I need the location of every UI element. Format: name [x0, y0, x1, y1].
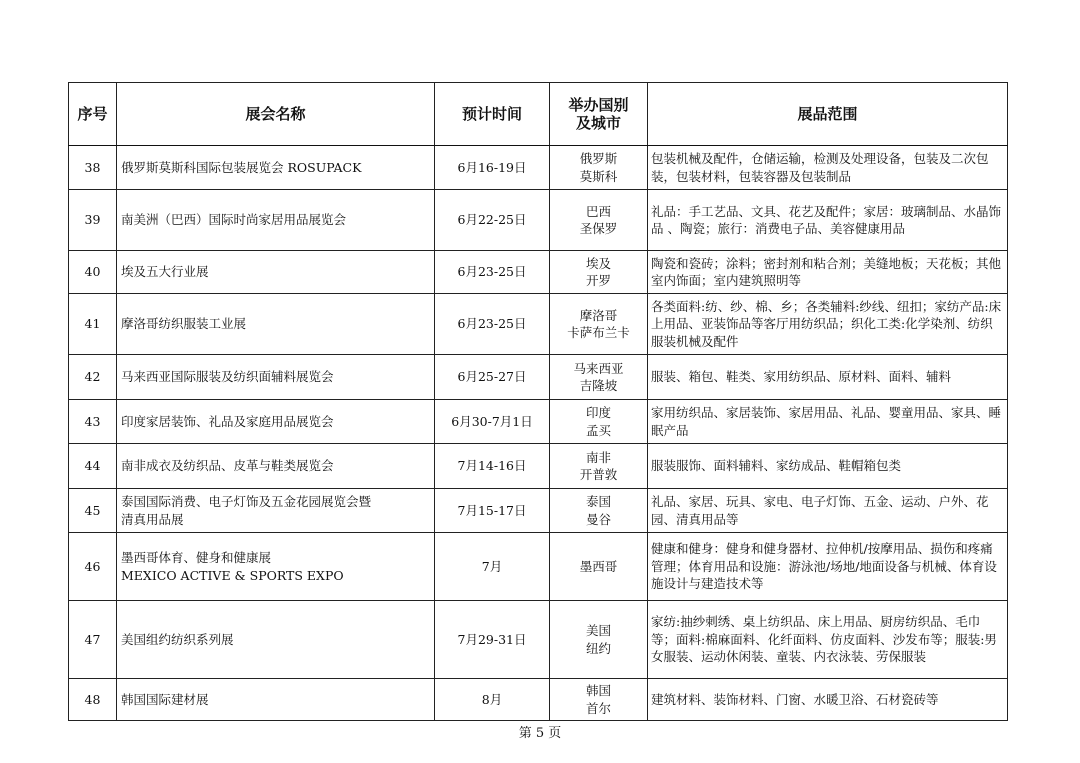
row-name-line: 清真用品展 — [121, 511, 184, 527]
row-no: 41 — [69, 294, 117, 355]
row-place — [550, 294, 648, 355]
row-time: 7月14-16日 — [435, 444, 550, 489]
header-scope: 展品范围 — [648, 83, 1008, 146]
table-row — [69, 489, 1008, 533]
header-place — [550, 83, 648, 146]
row-place — [550, 146, 648, 190]
row-no: 38 — [69, 146, 117, 190]
table-row — [69, 294, 1008, 355]
row-no: 42 — [69, 355, 117, 400]
row-name: 俄罗斯莫斯科国际包装展览会 ROSUPACK — [117, 146, 435, 190]
place-city: 吉隆坡 — [579, 378, 618, 393]
place-country: 美国 — [585, 623, 611, 638]
place-country: 摩洛哥 — [579, 307, 618, 323]
row-name — [117, 489, 435, 533]
row-name-line: 墨西哥体育、健身和健康展 — [121, 550, 272, 565]
row-time: 6月30-7月1日 — [435, 400, 550, 444]
row-place — [550, 679, 648, 721]
row-no: 43 — [69, 400, 117, 444]
row-no: 40 — [69, 251, 117, 294]
exhibition-table — [68, 82, 1008, 721]
row-name: 马来西亚国际服装及纺织面辅料展览会 — [117, 355, 435, 400]
place-country: 印度 — [585, 405, 611, 420]
row-place — [550, 251, 648, 294]
row-scope: 建筑材料、装饰材料、门窗、水暖卫浴、石材瓷砖等 — [648, 679, 1008, 721]
row-name: 韩国国际建材展 — [117, 679, 435, 721]
place-country: 韩国 — [585, 683, 611, 698]
row-no: 47 — [69, 601, 117, 679]
table-row — [69, 444, 1008, 489]
row-time: 6月23-25日 — [435, 251, 550, 294]
header-row — [69, 83, 1008, 146]
table-row — [69, 679, 1008, 721]
place-country: 泰国 — [585, 494, 611, 509]
row-scope: 服装、箱包、鞋类、家用纺织品、原材料、面料、辅料 — [648, 355, 1008, 400]
row-name-line: MEXICO ACTIVE & SPORTS EXPO — [121, 567, 344, 583]
place-country: 马来西亚 — [573, 360, 624, 376]
row-scope: 家纺:抽纱刺绣、桌上纺织品、床上用品、厨房纺织品、毛巾等；面料:棉麻面料、化纤面料、仿皮面料、沙发布等；服装:男女服装、运动休闲装、童装、内衣泳装、劳保服装 — [648, 601, 1008, 679]
place-city: 首尔 — [585, 700, 611, 716]
row-time: 8月 — [435, 679, 550, 721]
row-place — [550, 601, 648, 679]
row-no: 45 — [69, 489, 117, 533]
row-time: 7月29-31日 — [435, 601, 550, 679]
row-scope: 礼品、家居、玩具、家电、电子灯饰、五金、运动、户外、花园、清真用品等 — [648, 489, 1008, 533]
place-city: 圣保罗 — [579, 221, 618, 236]
place-city: 卡萨布兰卡 — [567, 325, 630, 340]
header-place-line2: 及城市 — [575, 114, 621, 132]
table-row — [69, 533, 1008, 601]
row-name: 埃及五大行业展 — [117, 251, 435, 294]
place-country: 埃及 — [585, 255, 611, 271]
table-row — [69, 251, 1008, 294]
table-row — [69, 400, 1008, 444]
row-place — [550, 400, 648, 444]
row-scope: 各类面料:纺、纱、棉、乡；各类辅料:纱线、纽扣；家纺产品:床上用品、亚装饰品等客厅用纺织品；织化工类:化学染剂、纺织服装机械及配件 — [648, 294, 1008, 355]
row-scope: 陶瓷和瓷砖；涂料；密封剂和粘合剂；美缝地板；天花板；其他室内饰面；室内建筑照明等 — [648, 251, 1008, 294]
row-time: 6月25-27日 — [435, 355, 550, 400]
place-city: 孟买 — [585, 422, 611, 438]
row-scope: 服装服饰、面料辅料、家纺成品、鞋帽箱包类 — [648, 444, 1008, 489]
row-scope: 礼品：手工艺品、文具、花艺及配件；家居：玻璃制品、水晶饰品 、陶瓷；旅行：消费电子品、美容健康用品 — [648, 190, 1008, 251]
row-scope: 家用纺织品、家居装饰、家居用品、礼品、婴童用品、家具、睡眠产品 — [648, 400, 1008, 444]
row-place — [550, 533, 648, 601]
row-name: 南美洲（巴西）国际时尚家居用品展览会 — [117, 190, 435, 251]
place-country: 南非 — [585, 449, 611, 465]
row-scope: 包装机械及配件，仓储运输，检测及处理设备，包装及二次包装，包装材料，包装容器及包装制品 — [648, 146, 1008, 190]
row-name: 印度家居装饰、礼品及家庭用品展览会 — [117, 400, 435, 444]
row-name — [117, 533, 435, 601]
table-row — [69, 190, 1008, 251]
table-row — [69, 601, 1008, 679]
header-name: 展会名称 — [117, 83, 435, 146]
place-city: 莫斯科 — [579, 168, 618, 184]
row-time: 6月16-19日 — [435, 146, 550, 190]
row-time: 7月 — [435, 533, 550, 601]
header-time: 预计时间 — [435, 83, 550, 146]
row-name: 美国组约纺织系列展 — [117, 601, 435, 679]
row-no: 39 — [69, 190, 117, 251]
row-no: 48 — [69, 679, 117, 721]
exhibition-table-page — [68, 82, 1007, 721]
place-country: 墨西哥 — [579, 558, 618, 574]
place-country: 巴西 — [585, 203, 611, 219]
header-no: 序号 — [69, 83, 117, 146]
row-time: 7月15-17日 — [435, 489, 550, 533]
row-place — [550, 489, 648, 533]
page-number: 第 5 页 — [518, 726, 562, 741]
table-row — [69, 146, 1008, 190]
table-row — [69, 355, 1008, 400]
row-name: 南非成衣及纺织品、皮革与鞋类展览会 — [117, 444, 435, 489]
header-place-line1: 举办国别 — [568, 96, 629, 114]
place-city: 曼谷 — [585, 511, 611, 527]
place-city: 纽约 — [585, 640, 611, 656]
row-place — [550, 190, 648, 251]
row-name: 摩洛哥纺织服装工业展 — [117, 294, 435, 355]
row-place — [550, 355, 648, 400]
row-place — [550, 444, 648, 489]
place-city: 开普敦 — [579, 467, 618, 482]
row-name-line: 泰国国际消费、电子灯饰及五金花园展览会暨 — [121, 494, 372, 509]
row-no: 46 — [69, 533, 117, 601]
row-time: 6月22-25日 — [435, 190, 550, 251]
row-no: 44 — [69, 444, 117, 489]
row-time: 6月23-25日 — [435, 294, 550, 355]
place-country: 俄罗斯 — [579, 151, 618, 166]
row-scope: 健康和健身：健身和健身器材、拉伸机/按摩用品、损伤和疼痛管理；体育用品和设施：游泳池/场地/地面设备与机械、体育设施设计与建造技术等 — [648, 533, 1008, 601]
place-city: 开罗 — [585, 273, 611, 288]
